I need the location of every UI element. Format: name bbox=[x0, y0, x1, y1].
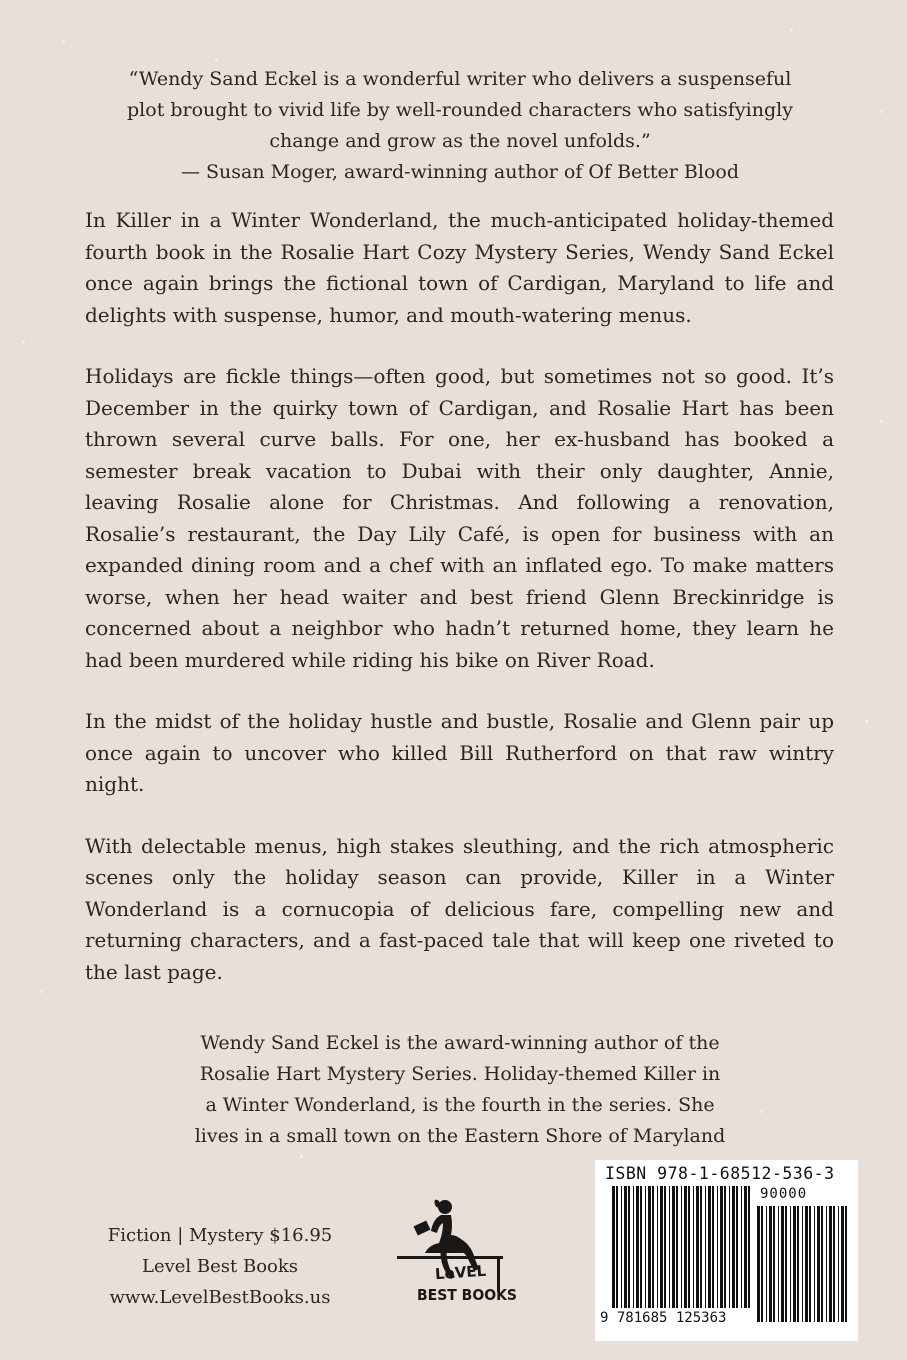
barcode-bar bbox=[684, 1186, 687, 1308]
isbn-label: ISBN 978-1-68512-536-3 bbox=[605, 1164, 835, 1183]
quote-line: plot brought to vivid life by well-rounded characters who satisfyingly bbox=[127, 99, 793, 121]
publisher-info bbox=[90, 1220, 350, 1313]
barcode-bar bbox=[700, 1186, 702, 1308]
barcode-bar bbox=[705, 1186, 706, 1308]
barcode-bar bbox=[785, 1206, 787, 1322]
barcode-bar bbox=[809, 1206, 811, 1322]
barcode-bar bbox=[797, 1206, 799, 1322]
quote-line: “Wendy Sand Eckel is a wonderful writer who delivers a suspenseful bbox=[128, 68, 792, 90]
barcode-bar bbox=[845, 1206, 847, 1322]
barcode-bar bbox=[757, 1206, 760, 1322]
about-line: Rosalie Hart Mystery Series. Holiday-themed Killer in bbox=[199, 1063, 721, 1085]
description-paragraph: Holidays are fickle things—often good, but sometimes not so good. It’s December in the quirky town of Cardigan, and Rosalie Hart has been thrown several curve balls. For one, her ex-husband has booked a semester break vacation to Dubai with their only daughter, Annie, leaving Rosalie alone for Christmas. And following a renovation, Rosalie’s restaurant, the Day Lily Café, is open for business with an expanded dining room and a chef with an inflated ego. To make matters worse, when her head waiter and best friend Glenn Breckinridge is concerned about a neighbor who hadn’t returned home, they learn he had been murdered while riding his bike on River Road. bbox=[85, 364, 834, 672]
barcode-bar bbox=[624, 1186, 627, 1308]
level-best-books-logo bbox=[395, 1193, 530, 1313]
publisher-website: www.LevelBestBooks.us bbox=[109, 1287, 331, 1308]
barcode-bar bbox=[729, 1186, 730, 1308]
isbn-barcode bbox=[595, 1160, 858, 1341]
barcode-bar bbox=[826, 1206, 827, 1322]
barcode-bar bbox=[744, 1186, 747, 1308]
barcode-bar bbox=[732, 1186, 735, 1308]
barcode-bar bbox=[781, 1206, 784, 1322]
barcode-bar bbox=[773, 1206, 775, 1322]
barcode-bar bbox=[628, 1186, 630, 1308]
endorsement-quote bbox=[120, 64, 800, 188]
barcode-bar bbox=[793, 1206, 796, 1322]
barcode-bar bbox=[669, 1186, 670, 1308]
barcode-bar bbox=[802, 1206, 803, 1322]
barcode-bar bbox=[660, 1186, 663, 1308]
barcode-bar bbox=[681, 1186, 682, 1308]
barcode-bar bbox=[838, 1206, 839, 1322]
barcode-bar bbox=[720, 1186, 723, 1308]
barcode-bar bbox=[833, 1206, 835, 1322]
barcode-bar bbox=[633, 1186, 634, 1308]
ean-digits: 9 781685 125363 bbox=[600, 1310, 727, 1326]
logo-word-level: LeVEL bbox=[434, 1261, 487, 1284]
logo-word-best-books: BEST BOOKS bbox=[417, 1286, 517, 1304]
barcode-bar bbox=[645, 1186, 646, 1308]
barcode-bar bbox=[790, 1206, 791, 1322]
barcode-bar bbox=[778, 1206, 779, 1322]
barcode-bar bbox=[640, 1186, 642, 1308]
barcode-bar bbox=[616, 1186, 618, 1308]
barcode-bar bbox=[817, 1206, 820, 1322]
barcode-bar bbox=[657, 1186, 658, 1308]
barcode-bar bbox=[829, 1206, 832, 1322]
barcode-bar bbox=[766, 1206, 767, 1322]
description-paragraph: In the midst of the holiday hustle and bustle, Rosalie and Glenn pair up once again to uncover who killed Bill Rutherford on that raw wintry night. bbox=[85, 709, 834, 796]
book-description bbox=[85, 205, 834, 1018]
barcode-bar bbox=[708, 1186, 711, 1308]
barcode-bar bbox=[769, 1206, 772, 1322]
about-author bbox=[190, 1028, 730, 1152]
description-paragraph: With delectable menus, high stakes sleuthing, and the rich atmospheric scenes only the holiday season can provide, Killer in a Winter Wonderland is a cornucopia of delicious fare, compelling new and returning characters, and a fast-paced tale that will keep one riveted to the last page. bbox=[85, 833, 834, 984]
barcode-bar bbox=[612, 1186, 615, 1308]
barcode-bar bbox=[636, 1186, 639, 1308]
about-line: lives in a small town on the Eastern Shore of Maryland bbox=[194, 1125, 726, 1147]
barcode-bar bbox=[688, 1186, 690, 1308]
quote-line: change and grow as the novel unfolds.” bbox=[269, 130, 651, 152]
about-line: a Winter Wonderland, is the fourth in the series. She bbox=[205, 1094, 715, 1116]
barcode-bar bbox=[664, 1186, 666, 1308]
barcode-bar bbox=[724, 1186, 726, 1308]
barcode-bar bbox=[741, 1186, 742, 1308]
barcode-bar bbox=[761, 1206, 763, 1322]
quote-attribution: — Susan Moger, award-winning author of Of Better Blood bbox=[180, 161, 739, 183]
category-price: Fiction | Mystery $16.95 bbox=[107, 1225, 333, 1246]
barcode-bar bbox=[814, 1206, 815, 1322]
barcode-bar bbox=[652, 1186, 654, 1308]
description-paragraph: In Killer in a Winter Wonderland, the much-anticipated holiday-themed fourth book in the Rosalie Hart Cozy Mystery Series, Wendy Sand Eckel once again brings the fictional town of Cardigan, Maryland to life and delights with suspense, humor, and mouth-watering menus. bbox=[85, 208, 834, 327]
barcode-bar bbox=[736, 1186, 738, 1308]
barcode-bar bbox=[672, 1186, 675, 1308]
barcode-bar bbox=[748, 1186, 750, 1308]
price-addon-code: 90000 bbox=[760, 1186, 808, 1202]
publisher-name: Level Best Books bbox=[141, 1256, 299, 1277]
barcode-bar bbox=[717, 1186, 718, 1308]
barcode-bar bbox=[712, 1186, 714, 1308]
barcode-bar bbox=[696, 1186, 699, 1308]
barcode-bar bbox=[621, 1186, 622, 1308]
barcode-bar bbox=[693, 1186, 694, 1308]
barcode-bar bbox=[805, 1206, 808, 1322]
barcode-bar bbox=[841, 1206, 844, 1322]
barcode-bar bbox=[648, 1186, 651, 1308]
barcode-bar bbox=[676, 1186, 678, 1308]
about-line: Wendy Sand Eckel is the award-winning author of the bbox=[200, 1032, 720, 1054]
barcode-bar bbox=[821, 1206, 823, 1322]
